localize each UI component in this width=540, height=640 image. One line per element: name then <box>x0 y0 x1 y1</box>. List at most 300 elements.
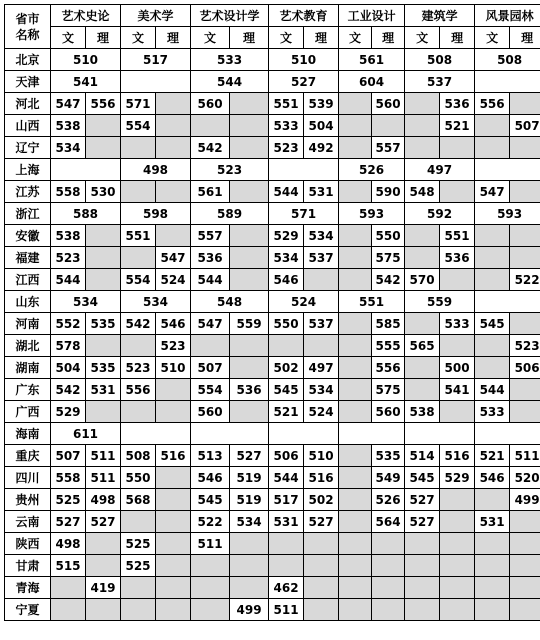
score-cell <box>230 115 269 137</box>
score-cell: 575 <box>372 379 405 401</box>
score-cell <box>304 269 339 291</box>
score-cell: 554 <box>121 269 156 291</box>
score-cell: 554 <box>191 379 230 401</box>
score-cell <box>510 247 540 269</box>
score-cell: 537 <box>304 247 339 269</box>
score-cell: 589 <box>191 203 269 225</box>
table-row <box>5 49 540 71</box>
score-cell <box>475 489 510 511</box>
score-cell: 544 <box>269 181 304 203</box>
corner-bottom-label: 名称 <box>15 27 40 42</box>
table-row <box>5 577 540 599</box>
score-cell <box>86 247 121 269</box>
score-cell: 492 <box>304 137 339 159</box>
score-cell: 536 <box>191 247 230 269</box>
score-cell: 525 <box>121 555 156 577</box>
score-cell: 590 <box>372 181 405 203</box>
score-cell <box>440 401 475 423</box>
score-cell: 521 <box>440 115 475 137</box>
score-cell: 558 <box>51 467 86 489</box>
score-cell: 527 <box>269 71 339 93</box>
score-cell <box>372 115 405 137</box>
score-cell: 588 <box>51 203 121 225</box>
score-cell: 545 <box>475 313 510 335</box>
score-cell <box>51 577 86 599</box>
score-cell <box>440 335 475 357</box>
score-cell <box>121 511 156 533</box>
province-cell: 广西 <box>5 401 51 423</box>
score-cell <box>230 401 269 423</box>
score-cell: 521 <box>475 445 510 467</box>
score-cell: 546 <box>191 467 230 489</box>
score-cell <box>475 555 510 577</box>
score-cell <box>339 357 372 379</box>
score-cell <box>475 423 540 445</box>
score-cell <box>510 93 540 115</box>
score-cell: 527 <box>51 511 86 533</box>
score-cell <box>156 401 191 423</box>
score-cell <box>156 599 191 621</box>
score-cell <box>191 115 230 137</box>
score-cell <box>440 533 475 555</box>
score-cell <box>230 269 269 291</box>
score-cell: 523 <box>269 137 304 159</box>
score-cell: 517 <box>269 489 304 511</box>
score-cell: 510 <box>304 445 339 467</box>
score-cell <box>339 423 405 445</box>
score-cell: 560 <box>191 93 230 115</box>
score-cell: 564 <box>372 511 405 533</box>
score-cell: 593 <box>339 203 405 225</box>
score-cell: 542 <box>191 137 230 159</box>
score-cell <box>405 577 440 599</box>
score-cell: 533 <box>191 49 269 71</box>
score-cell: 499 <box>510 489 540 511</box>
score-cell: 571 <box>121 93 156 115</box>
subject-header-li: 理 <box>156 27 191 49</box>
score-cell: 592 <box>405 203 475 225</box>
score-cell: 556 <box>121 379 156 401</box>
score-cell: 419 <box>86 577 121 599</box>
table-row <box>5 225 540 247</box>
score-cell: 511 <box>510 445 540 467</box>
score-cell: 541 <box>440 379 475 401</box>
score-cell <box>372 599 405 621</box>
score-cell <box>156 225 191 247</box>
score-cell: 531 <box>475 511 510 533</box>
score-cell: 516 <box>156 445 191 467</box>
score-cell <box>440 511 475 533</box>
score-cell: 502 <box>269 357 304 379</box>
score-cell <box>440 555 475 577</box>
score-cell <box>86 555 121 577</box>
table-row <box>5 423 540 445</box>
score-cell <box>510 533 540 555</box>
score-cell <box>405 533 440 555</box>
score-cell: 523 <box>51 247 86 269</box>
province-cell: 湖南 <box>5 357 51 379</box>
score-cell: 546 <box>475 467 510 489</box>
score-cell <box>121 247 156 269</box>
score-cell: 549 <box>372 467 405 489</box>
score-cell <box>475 247 510 269</box>
score-cell <box>339 225 372 247</box>
province-cell: 甘肃 <box>5 555 51 577</box>
score-cell: 534 <box>121 291 191 313</box>
score-cell <box>475 115 510 137</box>
province-cell: 陕西 <box>5 533 51 555</box>
score-cell <box>475 159 540 181</box>
score-cell: 538 <box>405 401 440 423</box>
score-cell: 542 <box>51 379 86 401</box>
score-cell: 538 <box>51 225 86 247</box>
score-cell <box>269 335 304 357</box>
score-cell: 497 <box>304 357 339 379</box>
score-cell <box>191 577 230 599</box>
subject-header-wen: 文 <box>475 27 510 49</box>
province-cell: 浙江 <box>5 203 51 225</box>
table-row <box>5 379 540 401</box>
score-cell <box>156 137 191 159</box>
score-cell: 506 <box>269 445 304 467</box>
table-row <box>5 137 540 159</box>
subject-header-wen: 文 <box>405 27 440 49</box>
province-cell: 江西 <box>5 269 51 291</box>
score-cell <box>475 225 510 247</box>
score-cell <box>510 181 540 203</box>
subject-header-li: 理 <box>510 27 540 49</box>
score-cell: 531 <box>269 511 304 533</box>
score-cell: 517 <box>121 49 191 71</box>
score-cell: 536 <box>440 247 475 269</box>
score-cell <box>405 115 440 137</box>
score-cell <box>510 137 540 159</box>
score-cell: 527 <box>405 489 440 511</box>
score-cell: 533 <box>475 401 510 423</box>
score-cell <box>475 533 510 555</box>
province-cell: 河北 <box>5 93 51 115</box>
score-cell: 524 <box>156 269 191 291</box>
score-cell <box>230 181 269 203</box>
score-cell <box>405 93 440 115</box>
score-cell: 575 <box>372 247 405 269</box>
score-cell: 511 <box>269 599 304 621</box>
score-cell: 554 <box>121 115 156 137</box>
table-body <box>5 49 540 621</box>
score-cell <box>405 247 440 269</box>
score-cell <box>156 489 191 511</box>
score-cell <box>339 247 372 269</box>
table-row <box>5 247 540 269</box>
score-cell: 571 <box>269 203 339 225</box>
score-cell <box>121 599 156 621</box>
table-row <box>5 313 540 335</box>
score-cell <box>230 225 269 247</box>
score-cell: 565 <box>405 335 440 357</box>
table-row <box>5 357 540 379</box>
score-cell: 526 <box>372 489 405 511</box>
score-cell: 516 <box>304 467 339 489</box>
score-cell: 520 <box>510 467 540 489</box>
score-cell: 541 <box>51 71 121 93</box>
subject-header-li: 理 <box>86 27 121 49</box>
score-cell <box>339 401 372 423</box>
score-cell <box>86 533 121 555</box>
table-row <box>5 93 540 115</box>
score-cell <box>156 181 191 203</box>
score-cell: 524 <box>269 291 339 313</box>
score-cell: 534 <box>230 511 269 533</box>
score-cell: 523 <box>121 357 156 379</box>
score-cell: 519 <box>230 467 269 489</box>
score-cell: 524 <box>304 401 339 423</box>
score-cell <box>86 335 121 357</box>
score-cell: 551 <box>440 225 475 247</box>
score-cell <box>475 71 540 93</box>
province-cell: 天津 <box>5 71 51 93</box>
score-cell <box>304 577 339 599</box>
score-cell: 525 <box>51 489 86 511</box>
subject-header-wen: 文 <box>269 27 304 49</box>
score-cell: 502 <box>304 489 339 511</box>
subject-header-wen: 文 <box>339 27 372 49</box>
score-cell: 526 <box>339 159 405 181</box>
score-cell <box>510 379 540 401</box>
score-cell: 556 <box>372 357 405 379</box>
score-cell: 547 <box>156 247 191 269</box>
score-cell: 510 <box>156 357 191 379</box>
score-cell: 513 <box>191 445 230 467</box>
score-cell <box>372 555 405 577</box>
table-row <box>5 181 540 203</box>
score-cell <box>510 555 540 577</box>
score-cell: 552 <box>51 313 86 335</box>
province-cell: 江苏 <box>5 181 51 203</box>
score-cell <box>230 357 269 379</box>
score-cell <box>269 159 339 181</box>
score-cell <box>304 599 339 621</box>
score-cell <box>339 555 372 577</box>
score-cell: 555 <box>372 335 405 357</box>
score-cell: 529 <box>51 401 86 423</box>
score-cell <box>510 599 540 621</box>
score-cell <box>339 511 372 533</box>
score-cell: 544 <box>191 269 230 291</box>
score-cell <box>86 137 121 159</box>
score-cell <box>475 357 510 379</box>
score-cell <box>475 577 510 599</box>
score-cell <box>440 137 475 159</box>
score-cell: 527 <box>86 511 121 533</box>
score-cell: 527 <box>405 511 440 533</box>
score-cell: 568 <box>121 489 156 511</box>
score-cell: 508 <box>121 445 156 467</box>
score-cell <box>339 445 372 467</box>
table-row <box>5 511 540 533</box>
score-cell: 545 <box>269 379 304 401</box>
score-cell: 508 <box>475 49 540 71</box>
score-cell <box>440 489 475 511</box>
score-cell: 536 <box>230 379 269 401</box>
province-cell: 辽宁 <box>5 137 51 159</box>
score-cell: 507 <box>51 445 86 467</box>
province-cell: 湖北 <box>5 335 51 357</box>
province-cell: 云南 <box>5 511 51 533</box>
score-cell <box>510 577 540 599</box>
score-cell <box>269 423 339 445</box>
subject-header-li: 理 <box>372 27 405 49</box>
score-cell <box>405 423 475 445</box>
score-cell: 535 <box>86 313 121 335</box>
major-header: 风景园林 <box>475 5 540 27</box>
score-cell: 547 <box>191 313 230 335</box>
score-cell <box>405 379 440 401</box>
score-cell <box>121 577 156 599</box>
header-row-majors <box>5 5 540 27</box>
score-cell <box>230 93 269 115</box>
score-cell: 558 <box>51 181 86 203</box>
score-cell <box>121 181 156 203</box>
score-cell <box>339 599 372 621</box>
score-cell <box>121 137 156 159</box>
score-cell <box>191 555 230 577</box>
score-cell <box>230 137 269 159</box>
score-cell <box>51 159 121 181</box>
score-cell <box>339 269 372 291</box>
score-cell <box>339 533 372 555</box>
score-cell: 530 <box>86 181 121 203</box>
province-cell: 重庆 <box>5 445 51 467</box>
score-cell: 551 <box>339 291 405 313</box>
score-cell <box>86 269 121 291</box>
score-cell <box>230 555 269 577</box>
score-cell <box>121 71 191 93</box>
score-cell <box>440 577 475 599</box>
score-cell: 544 <box>191 71 269 93</box>
score-cell: 516 <box>440 445 475 467</box>
major-header: 工业设计 <box>339 5 405 27</box>
score-cell <box>230 533 269 555</box>
score-cell <box>339 93 372 115</box>
score-cell: 522 <box>191 511 230 533</box>
province-cell: 山东 <box>5 291 51 313</box>
score-cell <box>339 379 372 401</box>
score-cell <box>510 313 540 335</box>
score-cell: 521 <box>269 401 304 423</box>
score-cell <box>121 423 191 445</box>
score-cell: 534 <box>51 291 121 313</box>
table-row <box>5 115 540 137</box>
score-cell: 559 <box>405 291 475 313</box>
score-cell: 511 <box>191 533 230 555</box>
score-cell <box>475 599 510 621</box>
score-cell: 533 <box>440 313 475 335</box>
score-cell <box>51 599 86 621</box>
score-cell <box>475 291 540 313</box>
score-cell: 523 <box>510 335 540 357</box>
score-cell: 550 <box>372 225 405 247</box>
score-cell <box>405 137 440 159</box>
score-cell: 559 <box>230 313 269 335</box>
score-cell: 507 <box>191 357 230 379</box>
table-row <box>5 467 540 489</box>
table-row <box>5 445 540 467</box>
subject-header-wen: 文 <box>191 27 230 49</box>
corner-top-label: 省市 <box>15 11 40 26</box>
score-cell: 527 <box>230 445 269 467</box>
score-cell: 537 <box>304 313 339 335</box>
score-cell: 547 <box>51 93 86 115</box>
score-cell <box>440 599 475 621</box>
score-cell <box>475 335 510 357</box>
score-cell: 499 <box>230 599 269 621</box>
score-cell <box>339 137 372 159</box>
score-cell: 570 <box>405 269 440 291</box>
score-cell: 593 <box>475 203 540 225</box>
score-cell: 578 <box>51 335 86 357</box>
score-cell: 560 <box>372 401 405 423</box>
score-cell: 556 <box>475 93 510 115</box>
score-cell <box>156 511 191 533</box>
score-cell: 548 <box>191 291 269 313</box>
province-cell: 海南 <box>5 423 51 445</box>
score-cell: 519 <box>230 489 269 511</box>
score-cell: 504 <box>304 115 339 137</box>
score-cell: 536 <box>440 93 475 115</box>
score-cell: 542 <box>372 269 405 291</box>
score-cell <box>475 137 510 159</box>
score-cell: 510 <box>51 49 121 71</box>
score-cell: 508 <box>405 49 475 71</box>
score-cell: 504 <box>51 357 86 379</box>
score-cell <box>156 577 191 599</box>
score-cell: 506 <box>510 357 540 379</box>
score-cell: 604 <box>339 71 405 93</box>
score-cell <box>372 533 405 555</box>
score-cell <box>191 335 230 357</box>
score-cell <box>339 181 372 203</box>
score-cell: 556 <box>86 93 121 115</box>
major-header: 艺术史论 <box>51 5 121 27</box>
province-cell: 广东 <box>5 379 51 401</box>
score-cell: 527 <box>304 511 339 533</box>
score-cell <box>405 555 440 577</box>
admission-score-table <box>4 4 540 621</box>
score-cell <box>86 599 121 621</box>
score-cell: 561 <box>191 181 230 203</box>
score-cell <box>156 533 191 555</box>
subject-header-li: 理 <box>440 27 475 49</box>
table-row <box>5 599 540 621</box>
major-header: 艺术教育 <box>269 5 339 27</box>
score-cell: 514 <box>405 445 440 467</box>
score-cell: 537 <box>405 71 475 93</box>
score-cell: 539 <box>304 93 339 115</box>
table-row <box>5 401 540 423</box>
subject-header-wen: 文 <box>51 27 86 49</box>
score-cell: 498 <box>86 489 121 511</box>
score-table-container <box>4 4 540 621</box>
score-cell <box>230 577 269 599</box>
score-cell <box>230 335 269 357</box>
score-cell: 534 <box>269 247 304 269</box>
score-cell <box>86 115 121 137</box>
score-cell: 498 <box>51 533 86 555</box>
subject-header-li: 理 <box>230 27 269 49</box>
score-cell: 534 <box>51 137 86 159</box>
subject-header-wen: 文 <box>121 27 156 49</box>
score-cell: 585 <box>372 313 405 335</box>
